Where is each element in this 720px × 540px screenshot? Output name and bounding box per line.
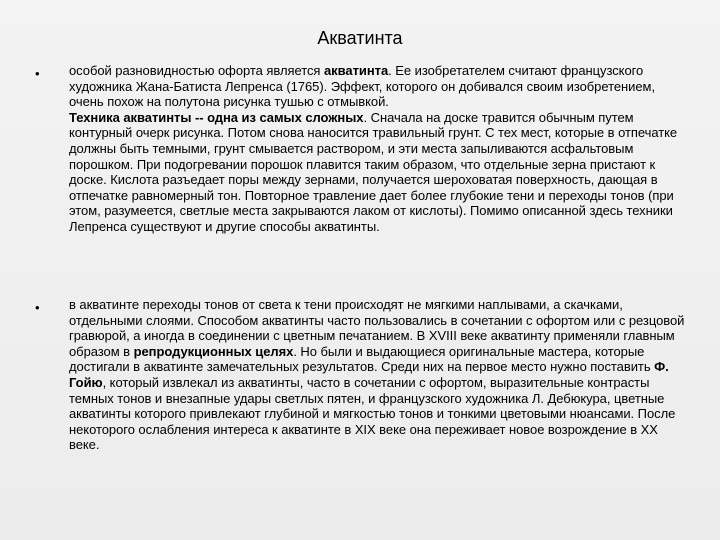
bullet-1-text-2: . Ее изобретателем считают французского художника Жана-Батиста Лепренса (1765). Эффект, которого он добивался своим изобретением, очень похож на полутона рисунка тушью с отмывкой. — [69, 63, 656, 110]
bullet-1-bold-term: акватинта — [323, 63, 389, 78]
bullet-2-bold-goya: Ф. Гойю — [69, 359, 669, 390]
bullet-1-text-3: . Сначала на доске травится обычным путем контурный очерк рисунка. Потом снова наносится травильный грунт. С тех мест, которые в отпечатке должны быть темными, грунт смывается раствором, и эти места запыливаются асфальтовым порошком. При подогревании порошок плавится таким образом, что отдельные зерна пристают к доске. Кислота разъедает поры между зернами, получается шероховатая поверхность, дающая в отпечатке равномерный тон. Повторное травление дает более глубокие тени и переходы тонов (при этом, разумеется, светлые места закрываются лаком от кислоты). Помимо описанной здесь техники Лепренса существуют и другие способы акватинты. — [69, 109, 678, 234]
bullet-2-text-1: в акватинте переходы тонов от света к тени происходят не мягкими наплывами, а скачками, отдельными слоями. Способом акватинты часто пользовались в сочетании с офортом или с резцовой гравюрой, а иногда в соединении с цветным печатанием. В XVIII веке акватинту применяли главным образом в — [69, 297, 685, 359]
bullet-2-text-2: . Но были и выдающиеся оригинальные мастера, которые достигали в акватинте замечательных результатов. Среди них на первое место нужно поставить — [69, 343, 655, 375]
bullet-1-bold-technique: Техника акватинты -- одна из самых сложных — [69, 109, 364, 125]
bullet-2-text-3: , который извлекал из акватинты, часто в сочетании с офортом, выразительные контрасты темных тонов и внезапные удары светлых пятен, и французского художника Л. Дебюкура, цветные акватинты которого привлекают глубиной и мягкостью тонов и тонкими цветовыми нюансами. После некоторого ослабления интереса к акватинте в XIX веке она переживает новое возрождение в XX веке. — [69, 374, 676, 453]
bullet-marker: • — [35, 300, 40, 315]
bullet-item-2 — [69, 297, 689, 453]
slide-title: Акватинта — [317, 28, 403, 48]
bullet-2-bold-purpose: репродукционных целях — [133, 343, 294, 359]
bullet-item-1 — [69, 63, 689, 235]
bullet-marker: • — [35, 66, 40, 81]
bullet-1-text-1: особой разновидностью офорта является — [69, 63, 324, 78]
